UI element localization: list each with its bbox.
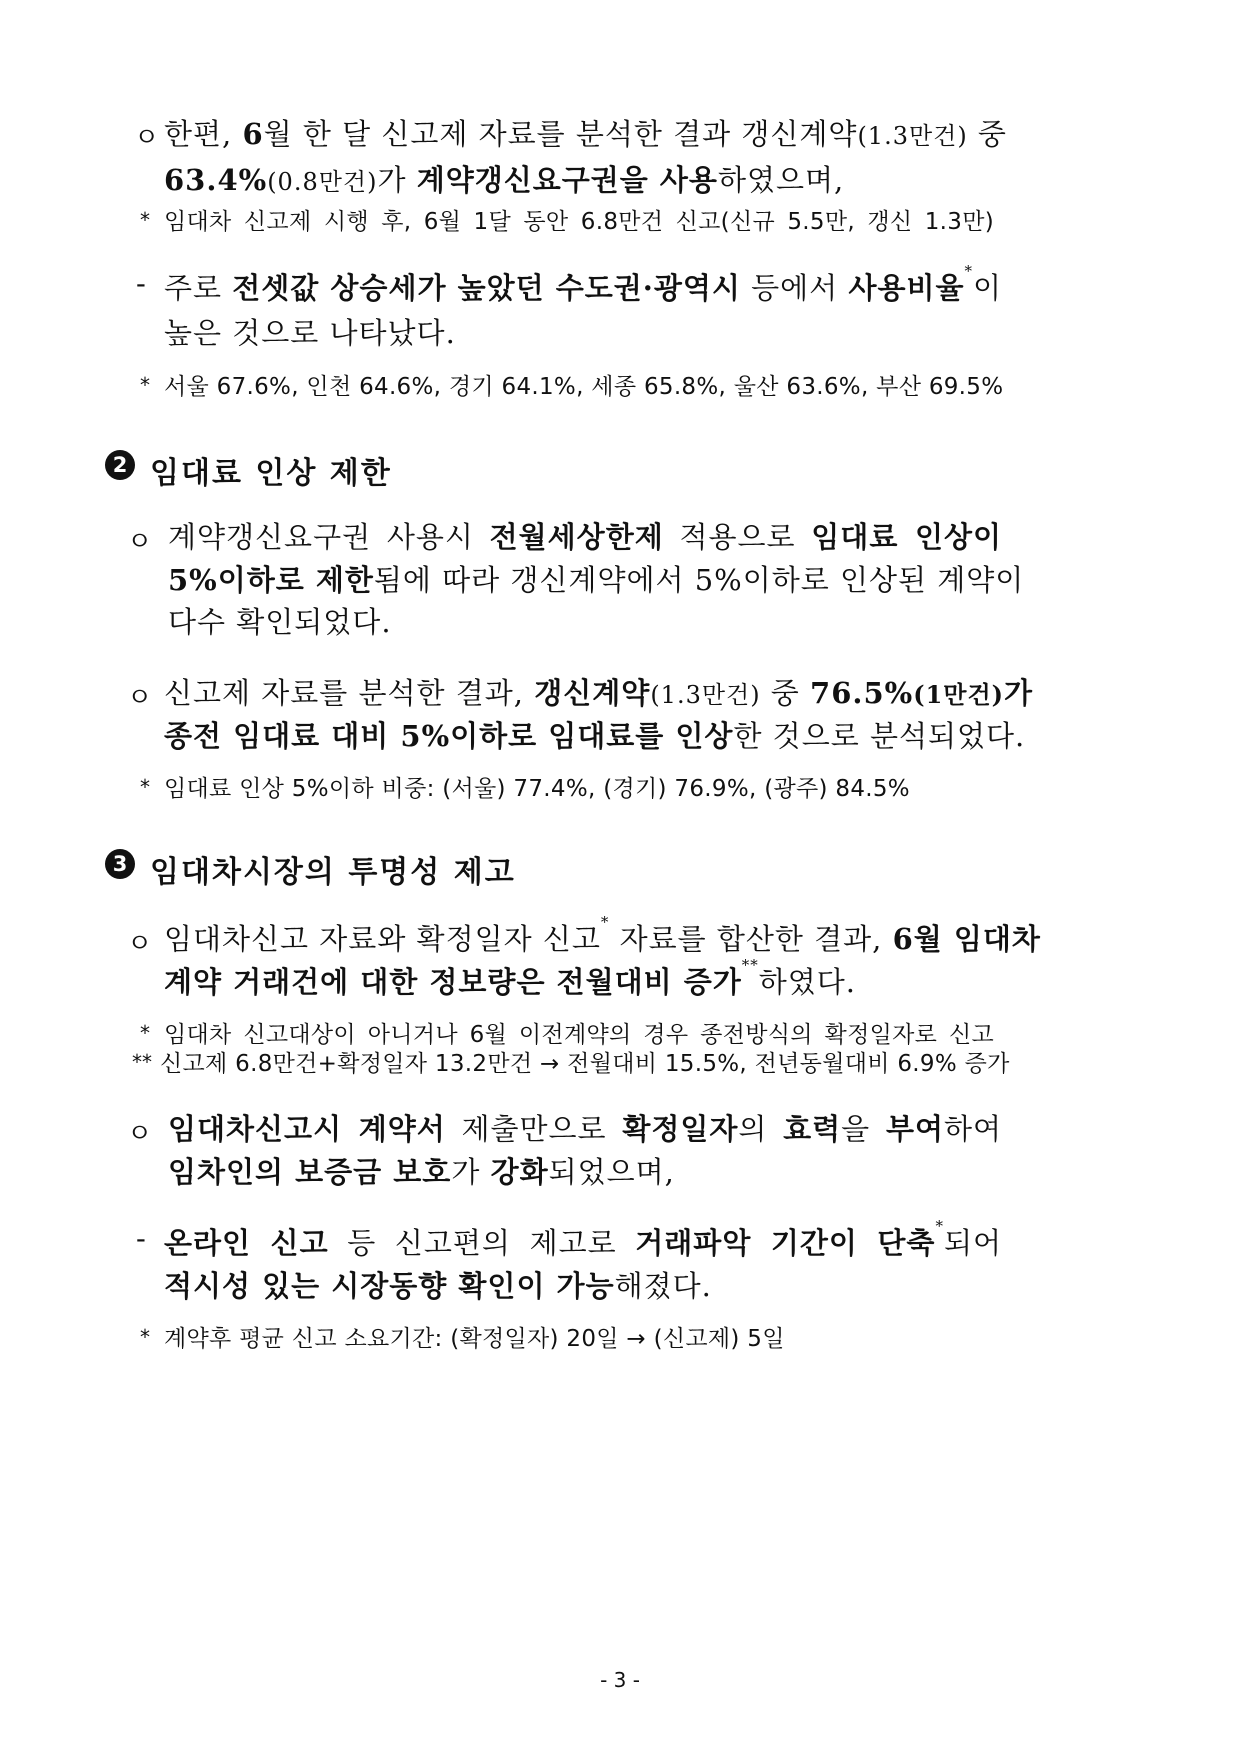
footnote-marker: *: [140, 1021, 150, 1045]
paragraph-line: [164, 112, 1007, 153]
paragraph-line: [168, 1107, 1002, 1148]
section-number-badge: 2: [105, 450, 135, 480]
text-segment: 되었으며,: [548, 1155, 675, 1189]
text-segment: 온라인 신고: [164, 1226, 329, 1260]
section-number-badge: 3: [105, 849, 135, 879]
text-segment: 주로: [164, 271, 233, 305]
text-segment: 6월 임대차: [892, 922, 1041, 956]
text-segment: (1.3만건): [857, 122, 968, 150]
footnote-text: 서울 67.6%, 인천 64.6%, 경기 64.1%, 세종 65.8%, 울산 63.6%, 부산 69.5%: [164, 374, 1004, 400]
text-segment: 이: [973, 271, 1003, 305]
text-segment: 됨에 따라 갱신계약에서 5%이하로 인상된 계약이: [373, 563, 1025, 597]
text-segment: 전월세상한제: [489, 520, 664, 554]
paragraph-line: [168, 515, 1002, 556]
text-segment: 6: [242, 117, 264, 151]
footnote-text: 임대료 인상 5%이하 비중: (서울) 77.4%, (경기) 76.9%, (광주) 84.5%: [164, 776, 910, 802]
text-segment: 76.5%: [810, 676, 914, 710]
text-segment: 임대료 인상이: [811, 520, 1003, 554]
footnote-marker: *: [140, 1325, 150, 1349]
bullet-marker: ㅇ: [127, 683, 153, 713]
paragraph-line: [164, 311, 456, 352]
text-segment: 부여: [885, 1112, 944, 1146]
text-segment: 을: [841, 1112, 886, 1146]
bullet-marker: ㅇ: [127, 1119, 153, 1149]
text-segment: 강화: [490, 1155, 549, 1189]
section-heading: 임대차시장의 투명성 제고: [150, 855, 516, 890]
paragraph-line: [168, 558, 1025, 599]
footnote-ref: *: [964, 262, 973, 280]
bullet-marker: ㅇ: [134, 123, 160, 153]
footnote-ref: **: [741, 956, 759, 974]
text-segment: 해졌다.: [614, 1269, 712, 1303]
text-segment: 임차인의 보증금 보호: [168, 1155, 452, 1189]
paragraph-line: [164, 913, 1041, 958]
text-segment: 중: [760, 676, 811, 710]
footnote-marker: *: [140, 373, 150, 397]
footnote-text: 계약후 평균 신고 소요기간: (확정일자) 20일 → (신고제) 5일: [164, 1326, 785, 1352]
paragraph-line: [164, 956, 856, 1001]
paragraph-line: [168, 1150, 675, 1191]
text-segment: 가: [451, 1155, 491, 1189]
text-segment: 되어: [943, 1226, 1002, 1260]
text-segment: 제출만으로: [445, 1112, 623, 1146]
text-segment: (1.3만건): [650, 681, 761, 709]
paragraph-line: [168, 600, 392, 641]
footnote-text: 임대차 신고대상이 아니거나 6월 이전계약의 경우 종전방식의 확정일자로 신고: [164, 1022, 994, 1048]
text-segment: 높은 것으로 나타났다.: [164, 316, 456, 350]
bullet-marker: ㅇ: [127, 527, 153, 557]
footnote-ref: *: [935, 1217, 944, 1235]
footnote-marker: *: [140, 775, 150, 799]
text-segment: 갱신계약: [534, 676, 651, 710]
text-segment: 5%이하로 제한: [168, 563, 374, 597]
paragraph-line: [164, 1217, 1002, 1262]
dash-marker: -: [136, 266, 146, 300]
footnote-ref: *: [600, 913, 610, 931]
text-segment: 계약갱신요구권 사용시: [168, 520, 490, 554]
text-segment: 의: [738, 1112, 784, 1146]
text-segment: 한 것으로 분석되었다.: [733, 719, 1026, 753]
text-segment: 확정일자: [622, 1112, 739, 1146]
paragraph-line: [164, 671, 1034, 712]
text-segment: 자료를 합산한 결과,: [609, 922, 893, 956]
dash-marker: -: [136, 1221, 146, 1255]
text-segment: 임대차신고 자료와 확정일자 신고: [164, 922, 601, 956]
paragraph-line: [164, 262, 1003, 307]
footnote-text: 임대차 신고제 시행 후, 6월 1달 동안 6.8만건 신고(신규 5.5만, 갱신 1.3만): [164, 209, 994, 235]
text-segment: 임대차신고시 계약서: [168, 1112, 446, 1146]
text-segment: 하였다.: [758, 965, 856, 999]
text-segment: 가: [1004, 676, 1034, 710]
paragraph-line: [164, 158, 844, 199]
text-segment: 63.4%: [164, 163, 268, 197]
text-segment: 다수 확인되었다.: [168, 605, 392, 639]
text-segment: 등 신고편의 제고로: [328, 1226, 636, 1260]
text-segment: 한편,: [164, 117, 243, 151]
text-segment: 하였으며,: [717, 163, 845, 197]
text-segment: 신고제 자료를 분석한 결과,: [164, 676, 535, 710]
text-segment: 계약 거래건에 대한 정보량은 전월대비 증가: [164, 965, 742, 999]
footnote-marker: **: [132, 1050, 152, 1074]
paragraph-line: [164, 714, 1025, 755]
text-segment: 계약갱신요구권을 사용: [416, 163, 718, 197]
text-segment: 월 한 달 신고제 자료를 분석한 결과 갱신계약: [263, 117, 858, 151]
bullet-marker: ㅇ: [127, 929, 153, 959]
section-heading: 임대료 인상 제한: [150, 456, 392, 491]
text-segment: 중: [967, 117, 1007, 151]
text-segment: 등에서: [740, 271, 849, 305]
text-segment: 적용으로: [663, 520, 812, 554]
text-segment: 거래파악 기간이 단축: [635, 1226, 936, 1260]
footnote-text: 신고제 6.8만건+확정일자 13.2만건 → 전월대비 15.5%, 전년동월대비 6.9% 증가: [160, 1051, 1010, 1077]
paragraph-line: [164, 1264, 712, 1305]
text-segment: 가: [377, 163, 417, 197]
text-segment: 사용비율: [848, 271, 965, 305]
text-segment: 적시성 있는 시장동향 확인이 가능: [164, 1269, 615, 1303]
text-segment: (0.8만건): [267, 168, 378, 196]
page-number: - 3 -: [600, 1668, 640, 1692]
text-segment: 효력: [783, 1112, 842, 1146]
text-segment: 전셋값 상승세가 높았던 수도권·광역시: [232, 271, 741, 305]
text-segment: 하여: [943, 1112, 1002, 1146]
footnote-marker: *: [140, 208, 150, 232]
text-segment: 종전 임대료 대비 5%이하로 임대료를 인상: [164, 719, 734, 753]
text-segment: (1만건): [913, 680, 1004, 709]
